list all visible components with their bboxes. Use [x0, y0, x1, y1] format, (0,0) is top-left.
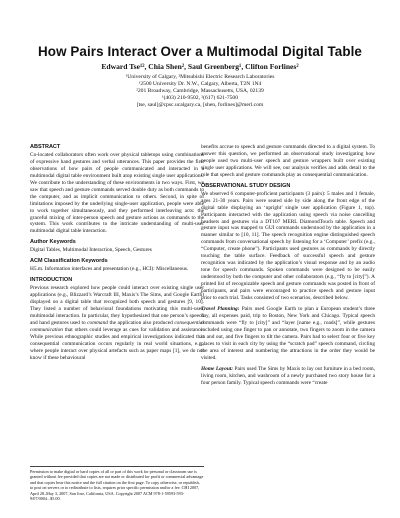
affiliation-emails: [tse, saul]@cpsc.ucalgary.ca, [shen, forlines]@merl.com [136, 102, 264, 108]
affiliation-line-1: ¹University of Calgary, ²Mitsubishi Electric Research Laboratories [125, 74, 275, 80]
study-design-text: We observed 6 computer-proficient participants (3 pairs): 5 males and 1 female, ages 21-30 years. Pairs were seated side by side along the front edge of the digital table displaying an ‘upright’ single user application (Figure 1, top). Participants interacted with the application using speech via noise cancelling headsets and gestures via a DT107 MERL DiamondTouch table. Speech and gesture input was mapped to GUI commands understood by the application in a manner similar to [10, 11]. The speech recognition engine distinguished speech commands from conversational speech by listening for a ‘Computer’ prefix (e.g., “Computer, create phone”). Participants used gestures as commands by directly touching the table surface. Feedback of successful speech and gesture recognition was indicated by the application’s visual response and by an audio tone for speech commands. Spoken commands were designed to be easily understood by both the computer and other collaborators (e.g., “fly to [city]”). A printed list of recognizable speech and gesture commands was posted in front of participants, and pairs were encouraged to practice speech and gesture input prior to each trial. Tasks consisted of two scenarios, described below. [201, 190, 375, 302]
study-design-heading: OBSERVATIONAL STUDY DESIGN [201, 182, 291, 189]
acm-text: H5.m. Information interfaces and presentation (e.g., HCI): Miscellaneous. [30, 266, 189, 273]
left-column [30, 144, 204, 366]
intro-part-c: that others could leverage as cues for validation and assistance. While previous ethnographic studies and empirical investigations indicated that consequential communication occurs regularly in real world situations, e.g., where people interact over physical artefacts such as paper maps [1], we do not know if these behavioural [30, 326, 204, 361]
travel-planning-label: Travel Planning: [201, 305, 240, 312]
introduction-heading: INTRODUCTION [30, 277, 73, 284]
copyright-footnote: Permission to make digital or hard copies of all or part of this work for personal or classroom use is granted without fee provided that copies are not made or distributed for profit or commercial advantage and that copies bear this notice and the full citation on the first page. To copy otherwise, or republish, to post on servers or to redistribute to lists, requires prior specific permission and/or a fee. CHI 2007, April 28–May 3, 2007, San Jose, California, USA. Copyright 2007 ACM 978-1-59593-593-9/07/0004...$5.00. [30, 466, 204, 501]
introduction-text [30, 285, 204, 361]
paper-title: How Pairs Interact Over a Multimodal Digital Table [38, 44, 362, 59]
affiliation-line-3: ²201 Broadway, Cambridge, Massachusetts, USA, 02139 [136, 88, 264, 94]
travel-planning-text: Pairs used Google Earth to plan a European student’s three day, all expenses paid, trip to Boston, New York and Chicago. Typical speech commands were “fly to [city]” and “layer [name e.g., roads]”, while gestures included using one finger to pan or annotate, two fingers to zoom in the camera in and out, and five fingers to tilt the camera. Pairs had to select four or five key places to visit in each city by using the “scratch pad” speech command, circling the area of interest and numbering the attractions in the order they would be visited. [201, 305, 376, 361]
home-layout-paragraph [201, 366, 375, 387]
intro-part-a: Previous research explored how people could interact over existing single user applications (e.g., Blizzard’s Warcraft III, Maxis’s The Sims, and Google Earth) displayed on a digital table that recognized both speech and gestures [9, 10]. They listed a number of behavioral foundations motivating this multi-user, multimodal interaction. In particular, they hypothesized that one person’s speech and hand gestures used to [30, 285, 204, 326]
right-column [201, 144, 375, 390]
author-list: Edward Tse¹², Chia Shen², Saul Greenberg¹, Clifton Forlines² [101, 62, 299, 71]
continued-paragraph: benefits accrue to speech and gesture commands directed to a digital system. To answer this question, we performed an observational study investigating how people used two multi-user speech and gesture wrappers built over existing single user applications. We will see, our analysis verifies and adds detail to the role that speech and gesture commands play as consequential communication. [201, 144, 375, 178]
home-layout-text: Pairs used The Sims by Maxis to lay out furniture in a bed room, living room, kitchen, and washroom of a newly purchased two story house for a four person family. Typical speech commands were “create [201, 365, 375, 386]
affiliation-line-2: ¹2500 University Dr. N.W., Calgary, Alberta, T2N 1N4 [138, 81, 262, 87]
abstract-text: Co-located collaborators often work over physical tabletops using combinations of expressive hand gestures and verbal utterances. This paper provides the first observations of how pairs of people communicated and interacted in a multimodal digital table environment built atop existing single user applications. We contribute to the understanding of these environments in two ways. First, we saw that speech and gesture commands served double duty as both commands to the computer, and as implicit communication to others. Second, in spite of limitations imposed by the underlying single-user application, people were able to work together simultaneously, and they performed interleaving acts: the graceful mixing of inter-person speech and gesture actions as commands to the system. This work contributes to the intricate understanding of multi-user multimodal digital table interaction. [30, 151, 204, 235]
acm-heading: ACM Classification Keywords [30, 258, 108, 265]
abstract-heading: ABSTRACT [30, 144, 61, 150]
intro-italic-command: command [87, 319, 108, 326]
home-layout-label: Home Layout: [201, 365, 234, 372]
affiliation-line-4: ¹(403) 210-9502, ²(617) 621-7500 [161, 95, 239, 101]
intro-part-b: the application also produced [107, 319, 175, 326]
travel-planning-paragraph [201, 306, 375, 362]
intro-italic-consequential: consequential communication [30, 319, 204, 333]
keywords-text: Digital Tables, Multimodal Interaction, Speech, Gestures [30, 247, 152, 254]
keywords-heading: Author Keywords [30, 239, 76, 246]
